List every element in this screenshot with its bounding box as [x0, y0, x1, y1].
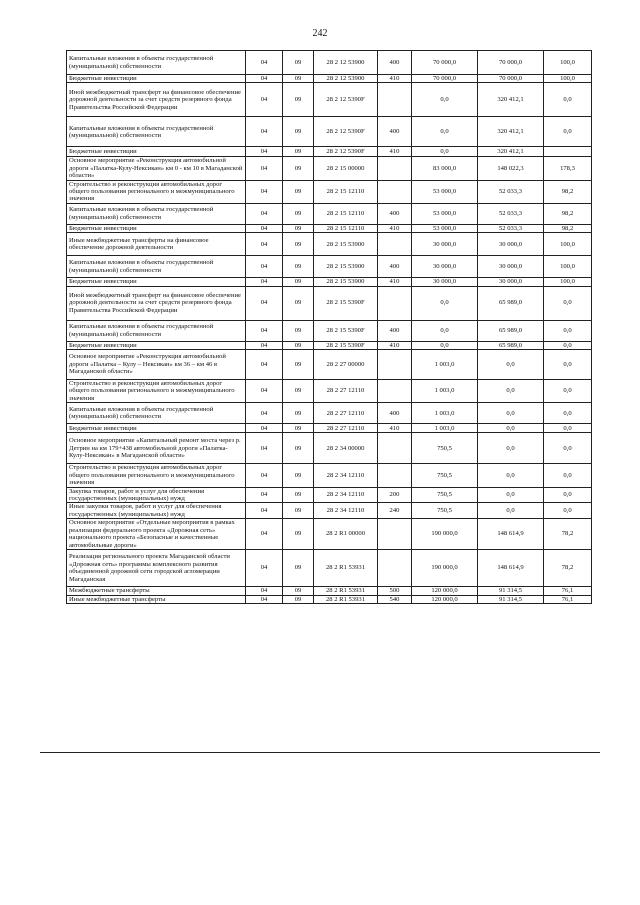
row-percent: 98,2	[544, 224, 592, 232]
row-code: 28 2 27 12110	[314, 403, 378, 424]
row-subsection: 09	[283, 341, 314, 349]
row-section: 04	[246, 286, 283, 320]
row-subsection: 09	[283, 320, 314, 341]
row-code: 28 2 15 5390F	[314, 341, 378, 349]
row-executed: 70 000,0	[478, 51, 544, 75]
row-planned: 83 000,0	[412, 157, 478, 180]
row-executed: 0,0	[478, 350, 544, 380]
row-subsection: 09	[283, 224, 314, 232]
row-code: 28 2 15 12110	[314, 203, 378, 224]
row-planned: 30 000,0	[412, 278, 478, 286]
row-percent: 0,0	[544, 487, 592, 503]
row-section: 04	[246, 117, 283, 147]
row-planned: 0,0	[412, 117, 478, 147]
row-executed: 0,0	[478, 433, 544, 464]
row-planned: 750,5	[412, 433, 478, 464]
row-planned: 1 003,0	[412, 380, 478, 403]
row-type	[378, 519, 412, 550]
row-type: 500	[378, 587, 412, 595]
row-subsection: 09	[283, 350, 314, 380]
row-section: 04	[246, 550, 283, 587]
row-percent: 100,0	[544, 278, 592, 286]
row-section: 04	[246, 424, 283, 433]
row-type: 410	[378, 147, 412, 157]
row-planned: 190 000,0	[412, 550, 478, 587]
row-subsection: 09	[283, 595, 314, 603]
row-executed: 30 000,0	[478, 256, 544, 278]
row-name: Бюджетные инвестиции	[67, 224, 246, 232]
row-type	[378, 157, 412, 180]
row-percent: 78,2	[544, 550, 592, 587]
table-row	[67, 503, 592, 519]
row-section: 04	[246, 203, 283, 224]
row-section: 04	[246, 256, 283, 278]
row-percent: 0,0	[544, 464, 592, 487]
row-planned: 0,0	[412, 286, 478, 320]
row-subsection: 09	[283, 403, 314, 424]
table-row	[67, 587, 592, 595]
row-subsection: 09	[283, 278, 314, 286]
row-code: 28 2 R1 53931	[314, 550, 378, 587]
row-subsection: 09	[283, 380, 314, 403]
table-row	[67, 51, 592, 75]
row-planned: 1 003,0	[412, 424, 478, 433]
row-name: Строительство и реконструкция автомобильных дорог общего пользования регионального и межмуниципального значения	[67, 464, 246, 487]
row-executed: 91 314,5	[478, 595, 544, 603]
row-planned: 70 000,0	[412, 51, 478, 75]
row-code: 28 2 15 53900	[314, 233, 378, 256]
table-row	[67, 380, 592, 403]
row-executed: 320 412,1	[478, 117, 544, 147]
table-row	[67, 286, 592, 320]
row-planned: 190 000,0	[412, 519, 478, 550]
row-code: 28 2 27 00000	[314, 350, 378, 380]
row-percent: 0,0	[544, 341, 592, 349]
row-executed: 148 614,9	[478, 550, 544, 587]
row-code: 28 2 15 5390F	[314, 286, 378, 320]
row-planned: 1 003,0	[412, 403, 478, 424]
row-type	[378, 380, 412, 403]
row-code: 28 2 34 12110	[314, 503, 378, 519]
row-section: 04	[246, 403, 283, 424]
row-section: 04	[246, 147, 283, 157]
row-percent: 0,0	[544, 424, 592, 433]
row-name: Капитальные вложения в объекты государственной (муниципальной) собственности	[67, 51, 246, 75]
row-name: Реализация регионального проекта Магаданской области «Дорожная сеть» программы комплексного развития объединенной дорожной сети городской агломерации Магаданская	[67, 550, 246, 587]
row-type	[378, 433, 412, 464]
row-planned: 30 000,0	[412, 256, 478, 278]
row-percent: 76,1	[544, 595, 592, 603]
row-percent: 0,0	[544, 350, 592, 380]
row-code: 28 2 15 5390F	[314, 320, 378, 341]
row-percent: 0,0	[544, 286, 592, 320]
row-executed: 148 614,9	[478, 519, 544, 550]
row-type	[378, 550, 412, 587]
row-type	[378, 286, 412, 320]
row-name: Основное мероприятие «Реконструкция автомобильной дороги «Палатка-Кулу-Нексикан» км 0 - км 10 в Магаданской области»	[67, 157, 246, 180]
row-section: 04	[246, 341, 283, 349]
row-code: 28 2 15 53900	[314, 278, 378, 286]
row-section: 04	[246, 157, 283, 180]
row-type: 410	[378, 224, 412, 232]
table-row	[67, 350, 592, 380]
row-name: Капитальные вложения в объекты государственной (муниципальной) собственности	[67, 403, 246, 424]
row-name: Иные межбюджетные трансферты	[67, 595, 246, 603]
row-name: Капитальные вложения в объекты государственной (муниципальной) собственности	[67, 117, 246, 147]
row-executed: 0,0	[478, 380, 544, 403]
row-planned: 0,0	[412, 320, 478, 341]
budget-table	[66, 50, 592, 604]
row-type: 240	[378, 503, 412, 519]
row-section: 04	[246, 587, 283, 595]
row-planned: 750,5	[412, 503, 478, 519]
row-subsection: 09	[283, 117, 314, 147]
row-executed: 0,0	[478, 464, 544, 487]
row-type: 400	[378, 320, 412, 341]
row-planned: 53 000,0	[412, 180, 478, 203]
table-row	[67, 278, 592, 286]
row-section: 04	[246, 350, 283, 380]
table-row	[67, 519, 592, 550]
row-type: 400	[378, 203, 412, 224]
table-row	[67, 83, 592, 117]
row-subsection: 09	[283, 203, 314, 224]
row-name: Межбюджетные трансферты	[67, 587, 246, 595]
table-row	[67, 180, 592, 203]
budget-table-body	[67, 51, 592, 604]
row-executed: 0,0	[478, 403, 544, 424]
row-executed: 70 000,0	[478, 75, 544, 83]
row-percent: 0,0	[544, 83, 592, 117]
table-row	[67, 233, 592, 256]
row-code: 28 2 R1 53931	[314, 587, 378, 595]
row-subsection: 09	[283, 75, 314, 83]
row-name: Капитальные вложения в объекты государственной (муниципальной) собственности	[67, 320, 246, 341]
table-row	[67, 595, 592, 603]
row-executed: 0,0	[478, 487, 544, 503]
row-name: Закупка товаров, работ и услуг для обеспечения государственных (муниципальных) нужд	[67, 487, 246, 503]
row-planned: 1 003,0	[412, 350, 478, 380]
row-planned: 0,0	[412, 83, 478, 117]
row-type: 410	[378, 75, 412, 83]
row-section: 04	[246, 75, 283, 83]
row-planned: 53 000,0	[412, 224, 478, 232]
row-type	[378, 180, 412, 203]
row-name: Иной межбюджетный трансферт на финансовое обеспечение дорожной деятельности за счет средств резервного фонда Правительства Российской Федерации	[67, 286, 246, 320]
row-subsection: 09	[283, 51, 314, 75]
row-percent: 0,0	[544, 380, 592, 403]
row-section: 04	[246, 595, 283, 603]
row-subsection: 09	[283, 464, 314, 487]
page-number: 242	[312, 28, 328, 39]
row-type	[378, 464, 412, 487]
row-code: 28 2 15 53900	[314, 256, 378, 278]
table-row	[67, 157, 592, 180]
row-executed: 0,0	[478, 503, 544, 519]
row-planned: 0,0	[412, 341, 478, 349]
bottom-rule	[40, 752, 600, 753]
row-percent: 0,0	[544, 503, 592, 519]
row-executed: 30 000,0	[478, 278, 544, 286]
row-percent	[544, 147, 592, 157]
row-name: Иной межбюджетный трансферт на финансовое обеспечение дорожной деятельности за счет средств резервного фонда Правительства Российской Федерации	[67, 83, 246, 117]
row-code: 28 2 27 12110	[314, 424, 378, 433]
row-type	[378, 83, 412, 117]
row-type: 200	[378, 487, 412, 503]
row-subsection: 09	[283, 83, 314, 117]
row-type: 410	[378, 278, 412, 286]
row-code: 28 2 R1 53931	[314, 595, 378, 603]
row-planned: 750,5	[412, 487, 478, 503]
row-percent: 98,2	[544, 203, 592, 224]
row-section: 04	[246, 233, 283, 256]
row-section: 04	[246, 464, 283, 487]
row-subsection: 09	[283, 180, 314, 203]
row-code: 28 2 15 00000	[314, 157, 378, 180]
row-subsection: 09	[283, 587, 314, 595]
row-planned: 70 000,0	[412, 75, 478, 83]
row-planned: 750,5	[412, 464, 478, 487]
row-section: 04	[246, 51, 283, 75]
row-percent: 0,0	[544, 117, 592, 147]
table-row	[67, 224, 592, 232]
row-executed: 148 022,3	[478, 157, 544, 180]
row-executed: 320 412,1	[478, 83, 544, 117]
table-row	[67, 320, 592, 341]
row-percent: 100,0	[544, 75, 592, 83]
row-subsection: 09	[283, 233, 314, 256]
row-code: 28 2 12 53900	[314, 75, 378, 83]
row-executed: 91 314,5	[478, 587, 544, 595]
row-planned: 30 000,0	[412, 233, 478, 256]
row-code: 28 2 34 12110	[314, 464, 378, 487]
row-name: Иные закупки товаров, работ и услуг для обеспечения государственных (муниципальных) нужд	[67, 503, 246, 519]
row-subsection: 09	[283, 147, 314, 157]
row-type: 410	[378, 341, 412, 349]
row-code: 28 2 34 00000	[314, 433, 378, 464]
row-executed: 0,0	[478, 424, 544, 433]
row-section: 04	[246, 503, 283, 519]
row-section: 04	[246, 487, 283, 503]
table-row	[67, 147, 592, 157]
row-executed: 30 000,0	[478, 233, 544, 256]
row-percent: 0,0	[544, 403, 592, 424]
row-executed: 65 989,0	[478, 286, 544, 320]
table-row	[67, 203, 592, 224]
row-percent: 78,2	[544, 519, 592, 550]
row-subsection: 09	[283, 519, 314, 550]
table-row	[67, 487, 592, 503]
row-type: 400	[378, 256, 412, 278]
row-planned: 120 000,0	[412, 595, 478, 603]
row-type: 400	[378, 403, 412, 424]
row-type: 400	[378, 117, 412, 147]
row-code: 28 2 12 53900	[314, 51, 378, 75]
row-type	[378, 233, 412, 256]
table-row	[67, 550, 592, 587]
row-percent: 100,0	[544, 233, 592, 256]
table-row	[67, 464, 592, 487]
row-section: 04	[246, 180, 283, 203]
row-subsection: 09	[283, 503, 314, 519]
row-section: 04	[246, 519, 283, 550]
row-subsection: 09	[283, 157, 314, 180]
row-type: 410	[378, 424, 412, 433]
table-row	[67, 256, 592, 278]
row-code: 28 2 27 12110	[314, 380, 378, 403]
row-section: 04	[246, 224, 283, 232]
row-code: 28 2 34 12110	[314, 487, 378, 503]
row-executed: 52 033,3	[478, 224, 544, 232]
row-executed: 52 033,3	[478, 180, 544, 203]
row-name: Строительство и реконструкция автомобильных дорог общего пользования регионального и межмуниципального значения	[67, 380, 246, 403]
row-planned: 53 000,0	[412, 203, 478, 224]
row-percent: 100,0	[544, 51, 592, 75]
row-code: 28 2 12 5390F	[314, 117, 378, 147]
row-name: Иные межбюджетные трансферты на финансовое обеспечение дорожной деятельности	[67, 233, 246, 256]
table-row	[67, 424, 592, 433]
row-code: 28 2 15 12110	[314, 224, 378, 232]
row-percent: 98,2	[544, 180, 592, 203]
row-name: Бюджетные инвестиции	[67, 278, 246, 286]
row-name: Бюджетные инвестиции	[67, 147, 246, 157]
row-percent: 0,0	[544, 433, 592, 464]
row-name: Бюджетные инвестиции	[67, 424, 246, 433]
table-row	[67, 403, 592, 424]
row-executed: 65 989,0	[478, 320, 544, 341]
row-section: 04	[246, 380, 283, 403]
row-planned: 0,0	[412, 147, 478, 157]
row-name: Бюджетные инвестиции	[67, 75, 246, 83]
table-row	[67, 75, 592, 83]
row-name: Бюджетные инвестиции	[67, 341, 246, 349]
row-code: 28 2 12 5390F	[314, 83, 378, 117]
row-subsection: 09	[283, 550, 314, 587]
row-subsection: 09	[283, 433, 314, 464]
row-name: Основное мероприятие «Отдельные мероприятия в рамках реализации федерального проекта «Дорожная сеть» национального проекта «Безопасные и качественные автомобильные дороги»	[67, 519, 246, 550]
row-section: 04	[246, 320, 283, 341]
row-executed: 320 412,1	[478, 147, 544, 157]
row-subsection: 09	[283, 424, 314, 433]
row-code: 28 2 15 12110	[314, 180, 378, 203]
row-code: 28 2 R1 00000	[314, 519, 378, 550]
table-row	[67, 341, 592, 349]
row-name: Капитальные вложения в объекты государственной (муниципальной) собственности	[67, 256, 246, 278]
row-code: 28 2 12 5390F	[314, 147, 378, 157]
row-subsection: 09	[283, 286, 314, 320]
row-type: 540	[378, 595, 412, 603]
table-row	[67, 117, 592, 147]
row-name: Основное мероприятие «Капитальный ремонт моста через р. Детрин на км 179+438 автомобильной дороги «Палатка-Кулу-Нексикан» в Магаданской области»	[67, 433, 246, 464]
row-percent: 100,0	[544, 256, 592, 278]
row-type: 400	[378, 51, 412, 75]
row-subsection: 09	[283, 256, 314, 278]
row-subsection: 09	[283, 487, 314, 503]
row-percent: 0,0	[544, 320, 592, 341]
row-name: Капитальные вложения в объекты государственной (муниципальной) собственности	[67, 203, 246, 224]
row-name: Строительство и реконструкция автомобильных дорог общего пользования регионального и межмуниципального значения	[67, 180, 246, 203]
row-percent: 178,3	[544, 157, 592, 180]
row-percent: 76,1	[544, 587, 592, 595]
row-section: 04	[246, 83, 283, 117]
row-section: 04	[246, 278, 283, 286]
row-name: Основное мероприятие «Реконструкция автомобильной дороги «Палатка – Кулу – Нексикан» км 36 – км 46 в Магаданской области»	[67, 350, 246, 380]
row-type	[378, 350, 412, 380]
row-executed: 65 989,0	[478, 341, 544, 349]
table-row	[67, 433, 592, 464]
row-executed: 52 033,3	[478, 203, 544, 224]
row-planned: 120 000,0	[412, 587, 478, 595]
row-section: 04	[246, 433, 283, 464]
